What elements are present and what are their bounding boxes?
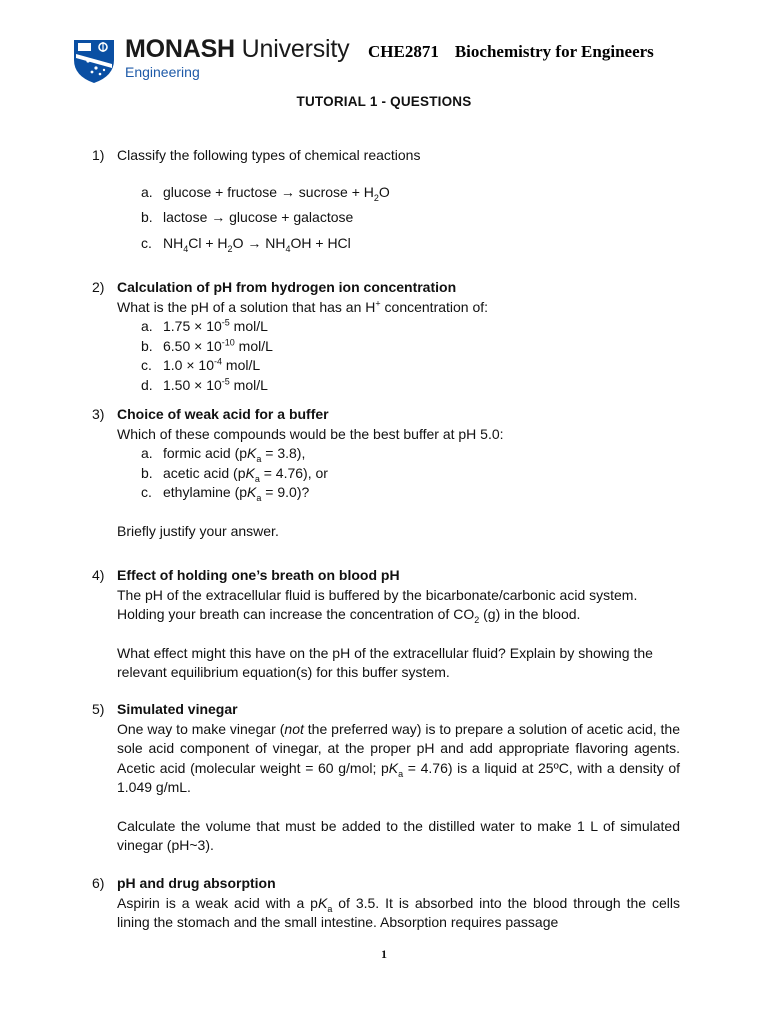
question-4: 4) Effect of holding one’s breath on blood pH The pH of the extracellular fluid is buffered by the bicarbonate/carbonic acid system. Holding your breath can increase the concentration of $CO_2$ (g) in the blood. What effect might this have on the pH of the extracellular fluid? Explain by showing the relevant equilibrium equation(s) for this buffer system. xyxy=(92,566,680,683)
question-1: 1) Classify the following types of chemical reactions a. glucose + fructose → sucrose + $H_2O$ b. lactose → glucose + galactose c. $NH_4Cl + H_2O \to NH_4OH$ + HCl xyxy=(92,146,680,259)
list-item: b. acetic acid $(pK_a = 4.76)$, or xyxy=(141,464,328,484)
list-item: a. $1.75 \times 10^{-5}$ mol/L xyxy=(141,317,268,334)
page-number: 1 xyxy=(381,947,387,961)
question-text: Classify the following types of chemical reactions xyxy=(117,147,421,163)
monash-logo xyxy=(70,34,350,84)
question-2: 2) Calculation of pH from hydrogen ion concentration What is the pH of a solution that has an H+ concentration of: a. $1.75 \times 10^{-5}$ mol/L b. $6.50 \times 10^{-10}$ mol/L c. $1.0 \times 10^{-4}$ mol/L d. $1.50 \times 10^{-5}$ mol/L xyxy=(92,278,680,395)
question-text: Holding your breath can increase the concentration of $CO_2$ (g) in the blood. xyxy=(117,606,581,625)
list-item: c. $1.0 \times 10^{-4}$ mol/L xyxy=(141,356,261,373)
course-code: CHE2871 xyxy=(368,42,439,61)
option-list xyxy=(117,183,680,254)
question-heading: Calculation of pH from hydrogen ion concentration xyxy=(117,279,457,295)
course-title xyxy=(368,42,654,62)
list-item: c. ethylamine $(pK_a = 9.0)$? xyxy=(141,484,310,503)
question-footer: Briefly justify your answer. xyxy=(117,522,279,539)
question-heading: Effect of holding one’s breath on blood pH xyxy=(117,567,400,583)
question-heading: Choice of weak acid for a buffer xyxy=(117,406,329,422)
list-item: a. glucose + fructose → sucrose + $H_2O$ xyxy=(141,183,390,203)
university-name: MONASH University xyxy=(125,35,350,63)
option-list xyxy=(117,317,680,395)
monash-crest-icon xyxy=(70,34,118,84)
list-item: d. $1.50 \times 10^{-5}$ mol/L xyxy=(141,375,268,393)
question-text: Aspirin is a weak acid with a $pK_a$ of 3.5. It is absorbed into the blood through the cells lining the stomach and the small intestine. Absorption requires passage xyxy=(117,894,680,930)
arrow-icon: → xyxy=(280,183,295,200)
list-item: b. $6.50 \times 10^{-10}$ mol/L xyxy=(141,336,273,354)
arrow-icon: → xyxy=(211,209,226,225)
list-item: a. formic acid $(pK_a = 3.8)$, xyxy=(141,445,306,464)
question-text: What effect might this have on the pH of the extracellular fluid? Explain by showing the relevant equilibrium equation(s) for this buffer system. xyxy=(117,644,653,680)
question-5: 5) Simulated vinegar One way to make vinegar (not the preferred way) is to prepare a solution of acetic acid, the sole acid component of vinegar, at the proper pH and add appropriate flavoring agents. Acetic acid (molecular weight = 60 g/mol; $pK_a = 4.76$) is a liquid at 25ºC, with a density of 1.049 g/mL. Calculate the volume that must be added to the distilled water to make 1 L of simulated vinegar (pH~3). xyxy=(92,700,680,856)
course-name: Biochemistry for Engineers xyxy=(454,42,654,61)
page-title: TUTORIAL 1 - QUESTIONS xyxy=(296,94,472,109)
question-3: 3) Choice of weak acid for a buffer Which of these compounds would be the best buffer at pH 5.0: a. formic acid $(pK_a = 3.8)$, b. acetic acid $(pK_a = 4.76)$, or c. ethylamine $(pK_a = 9.0)$? Briefly justify your answer. xyxy=(92,405,680,541)
question-heading: Simulated vinegar xyxy=(117,701,238,717)
question-text: Which of these compounds would be the best buffer at pH 5.0: xyxy=(117,425,504,442)
arrow-icon: → xyxy=(247,234,262,251)
question-text: The pH of the extracellular fluid is buffered by the bicarbonate/carbonic acid system. xyxy=(117,586,638,603)
list-item: b. lactose → glucose + galactose xyxy=(141,209,354,225)
question-6: 6) pH and drug absorption Aspirin is a weak acid with a $pK_a$ of 3.5. It is absorbed into the blood through the cells lining the stomach and the small intestine. Absorption requires passage xyxy=(92,874,680,933)
question-text: What is the pH of a solution that has an H+ concentration of: xyxy=(117,297,489,315)
list-item: c. $NH_4Cl + H_2O \to NH_4OH$ + HCl xyxy=(141,234,351,254)
question-heading: pH and drug absorption xyxy=(117,875,276,891)
question-text: One way to make vinegar (not the preferred way) is to prepare a solution of acetic acid, the sole acid component of vinegar, at the proper pH and add appropriate flavoring agents. Acetic acid (molecular weight = 60 g/mol; $pK_a = 4.76$) is a liquid at 25ºC, with a density of 1.049 g/mL. xyxy=(117,720,680,795)
question-text: Calculate the volume that must be added to the distilled water to make 1 L of simulated vinegar (pH~3). xyxy=(117,817,680,853)
option-list xyxy=(117,444,680,503)
faculty-name: Engineering xyxy=(125,64,200,80)
